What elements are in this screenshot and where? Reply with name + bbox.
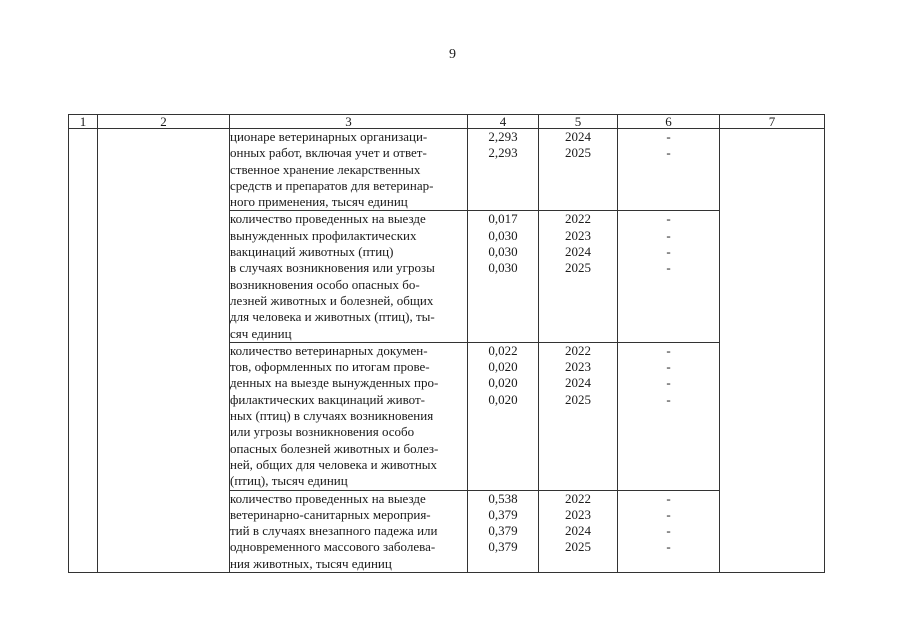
cell-col7 bbox=[720, 129, 825, 573]
dash: - bbox=[666, 342, 671, 358]
value: 0,020 bbox=[488, 375, 518, 391]
value: 2,293 bbox=[488, 145, 518, 161]
value: 0,538 bbox=[488, 490, 518, 506]
value: 0,020 bbox=[488, 359, 518, 375]
description-line: количество проведенных на выезде bbox=[230, 490, 426, 506]
value: 0,020 bbox=[488, 391, 518, 407]
year: 2024 bbox=[565, 244, 591, 260]
description-line: вакцинаций животных (птиц) bbox=[230, 244, 394, 260]
description-line: сяч единиц bbox=[230, 325, 292, 341]
description-line: или угрозы возникновения особо bbox=[230, 424, 415, 440]
value: 0,379 bbox=[488, 523, 518, 539]
description-line: денных на выезде вынужденных про- bbox=[230, 375, 439, 391]
dash: - bbox=[666, 359, 671, 375]
dash: - bbox=[666, 211, 671, 227]
value: 0,030 bbox=[488, 244, 518, 260]
header-cell-7: 7 bbox=[720, 115, 825, 129]
year: 2025 bbox=[565, 260, 591, 276]
description-line: (птиц), тысяч единиц bbox=[230, 473, 348, 489]
year: 2023 bbox=[565, 506, 591, 522]
indicator-description bbox=[230, 129, 468, 211]
value: 0,379 bbox=[488, 506, 518, 522]
value: 2,293 bbox=[488, 129, 518, 144]
indicator-years bbox=[539, 490, 618, 572]
year: 2022 bbox=[565, 342, 591, 358]
year: 2024 bbox=[565, 375, 591, 391]
description-line: ных (птиц) в случаях возникновения bbox=[230, 408, 434, 424]
indicator-values bbox=[468, 490, 539, 572]
table-row bbox=[69, 129, 825, 211]
header-cell-3: 3 bbox=[230, 115, 468, 129]
indicator-description bbox=[230, 490, 468, 572]
dash: - bbox=[666, 244, 671, 260]
dash: - bbox=[666, 375, 671, 391]
description-line: ственное хранение лекарственных bbox=[230, 161, 421, 177]
dash: - bbox=[666, 227, 671, 243]
description-line: возникновения особо опасных бо- bbox=[230, 276, 420, 292]
indicator-years bbox=[539, 129, 618, 211]
description-line: ния животных, тысяч единиц bbox=[230, 555, 392, 571]
description-line: в случаях возникновения или угрозы bbox=[230, 260, 435, 276]
value: 0,017 bbox=[488, 211, 518, 227]
dash: - bbox=[666, 506, 671, 522]
indicator-years bbox=[539, 342, 618, 490]
header-cell-2: 2 bbox=[98, 115, 230, 129]
header-cell-4: 4 bbox=[468, 115, 539, 129]
indicator-values bbox=[468, 211, 539, 342]
cell-col2 bbox=[98, 129, 230, 573]
description-line: ционаре ветеринарных организаци- bbox=[230, 129, 428, 144]
year: 2023 bbox=[565, 359, 591, 375]
data-table bbox=[68, 114, 825, 573]
description-line: ветеринарно-санитарных мероприя- bbox=[230, 506, 431, 522]
indicator-col6 bbox=[618, 342, 720, 490]
indicator-values bbox=[468, 129, 539, 211]
description-line: тий в случаях внезапного падежа или bbox=[230, 523, 438, 539]
header-cell-5: 5 bbox=[539, 115, 618, 129]
indicator-col6 bbox=[618, 490, 720, 572]
description-line: лезней животных и болезней, общих bbox=[230, 292, 434, 308]
dash: - bbox=[666, 391, 671, 407]
description-line: количество проведенных на выезде bbox=[230, 211, 426, 227]
year: 2024 bbox=[565, 129, 591, 144]
header-cell-1: 1 bbox=[69, 115, 98, 129]
indicator-years bbox=[539, 211, 618, 342]
page-number: 9 bbox=[449, 47, 456, 62]
description-line: ного применения, тысяч единиц bbox=[230, 194, 408, 210]
dash: - bbox=[666, 490, 671, 506]
year: 2024 bbox=[565, 523, 591, 539]
description-line: вынужденных профилактических bbox=[230, 227, 417, 243]
description-line: онных работ, включая учет и ответ- bbox=[230, 145, 427, 161]
cell-col1 bbox=[69, 129, 98, 573]
dash: - bbox=[666, 523, 671, 539]
value: 0,030 bbox=[488, 260, 518, 276]
year: 2025 bbox=[565, 145, 591, 161]
year: 2023 bbox=[565, 227, 591, 243]
year: 2022 bbox=[565, 211, 591, 227]
indicator-col6 bbox=[618, 129, 720, 211]
header-cell-6: 6 bbox=[618, 115, 720, 129]
indicator-values bbox=[468, 342, 539, 490]
indicator-description bbox=[230, 211, 468, 342]
indicator-description bbox=[230, 342, 468, 490]
value: 0,022 bbox=[488, 342, 518, 358]
description-line: ней, общих для человека и животных bbox=[230, 456, 438, 472]
description-line: для человека и животных (птиц), ты- bbox=[230, 309, 435, 325]
dash: - bbox=[666, 539, 671, 555]
dash: - bbox=[666, 260, 671, 276]
description-line: средств и препаратов для ветеринар- bbox=[230, 177, 434, 193]
dash: - bbox=[666, 129, 671, 144]
value: 0,030 bbox=[488, 227, 518, 243]
description-line: количество ветеринарных докумен- bbox=[230, 342, 428, 358]
year: 2022 bbox=[565, 490, 591, 506]
dash: - bbox=[666, 145, 671, 161]
description-line: одновременного массового заболева- bbox=[230, 539, 436, 555]
description-line: филактических вакцинаций живот- bbox=[230, 391, 425, 407]
table-header-row bbox=[69, 115, 825, 129]
value: 0,379 bbox=[488, 539, 518, 555]
year: 2025 bbox=[565, 391, 591, 407]
description-line: опасных болезней животных и болез- bbox=[230, 440, 439, 456]
description-line: тов, оформленных по итогам прове- bbox=[230, 359, 430, 375]
year: 2025 bbox=[565, 539, 591, 555]
indicator-col6 bbox=[618, 211, 720, 342]
